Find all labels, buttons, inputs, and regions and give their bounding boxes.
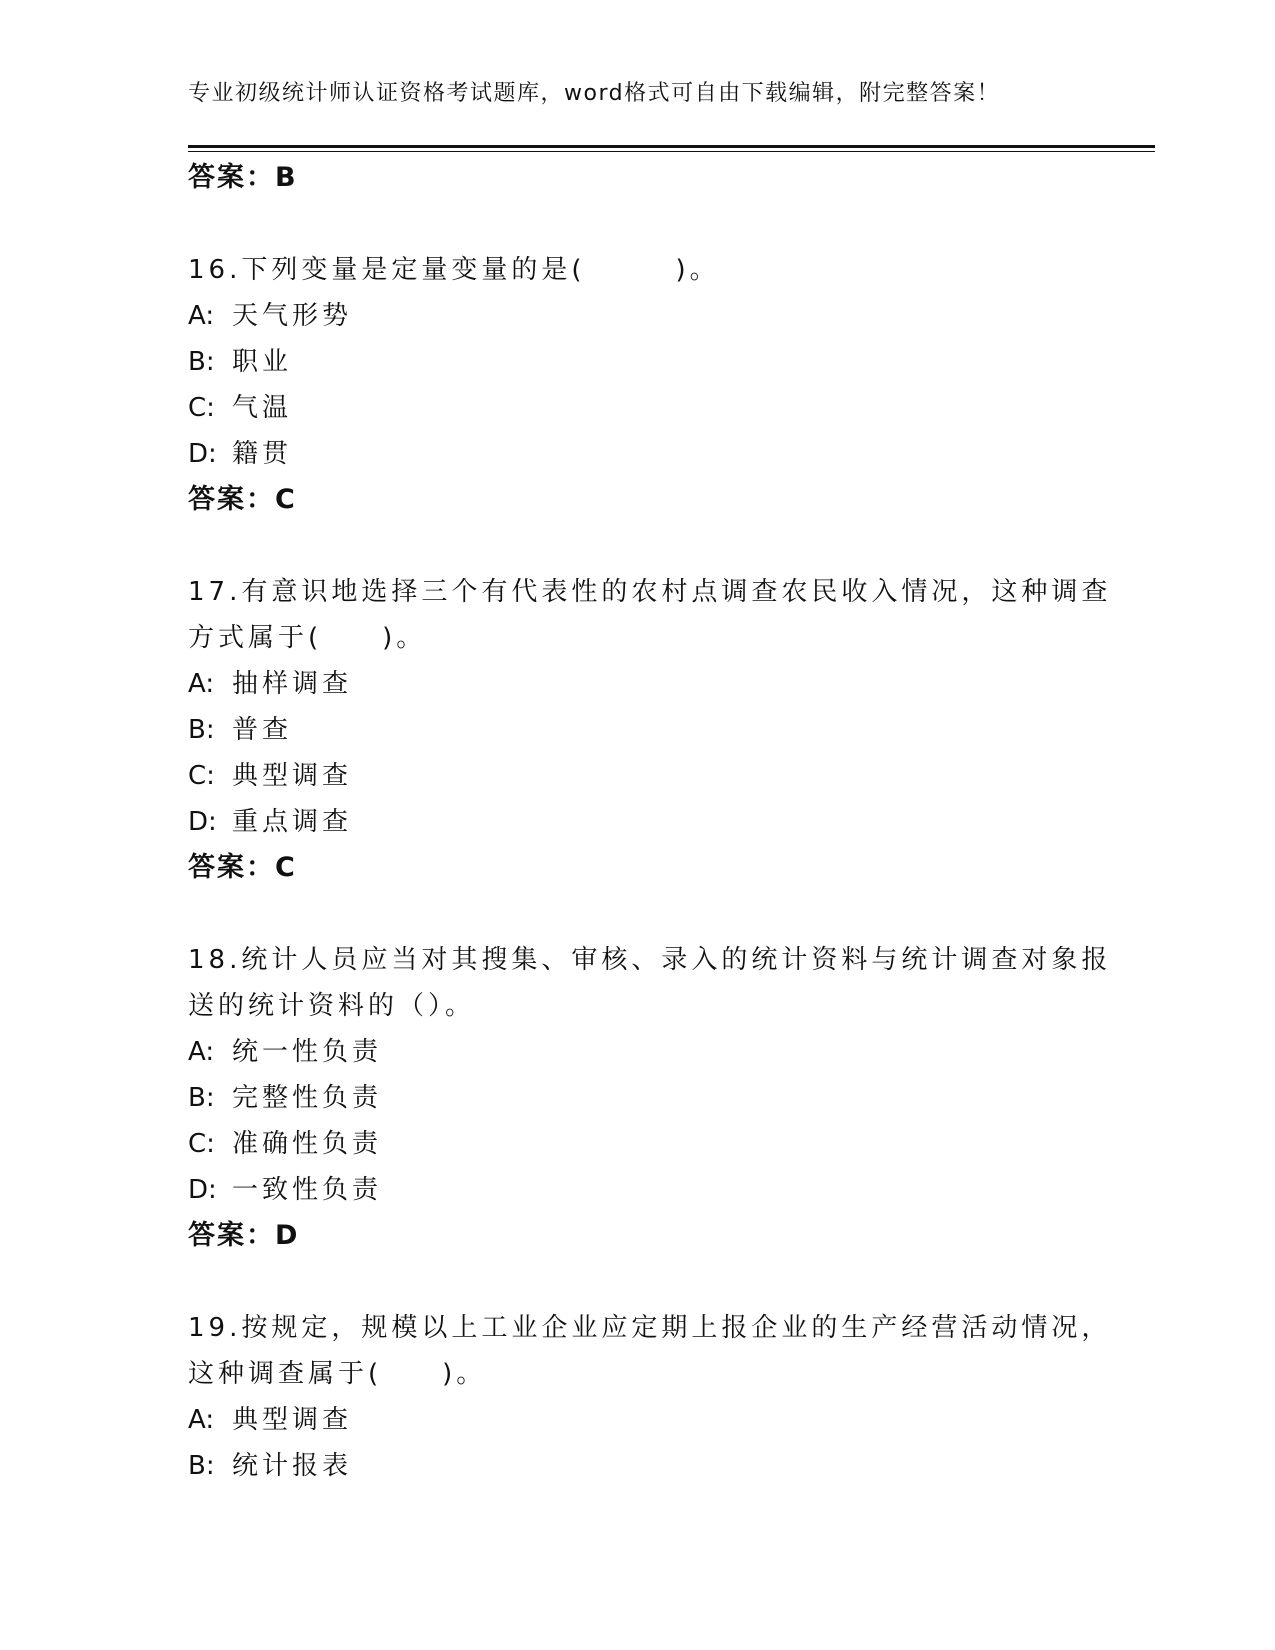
option-text: 统计报表 bbox=[232, 1451, 353, 1481]
option-b bbox=[188, 339, 1088, 385]
option-d bbox=[188, 1167, 1088, 1213]
question-18 bbox=[188, 937, 1112, 1259]
question-stem: 16.下列变量是定量变量的是( )。 bbox=[188, 255, 720, 285]
option-text: 重点调查 bbox=[232, 807, 353, 837]
option-key: D: bbox=[188, 439, 217, 469]
question-stem: 19.按规定，规模以上工业企业应定期上报企业的生产经营活动情况， bbox=[188, 1313, 1112, 1343]
question-stem: 18.统计人员应当对其搜集、审核、录入的统计资料与统计调查对象报 bbox=[188, 945, 1112, 975]
question-16 bbox=[188, 247, 1088, 523]
page-header: 专业初级统计师认证资格考试题库，word格式可自由下载编辑，附完整答案！ bbox=[188, 81, 1001, 106]
answer-line: 答案：D bbox=[188, 1220, 300, 1251]
option-a bbox=[188, 661, 1088, 707]
option-text: 典型调查 bbox=[232, 1405, 353, 1435]
option-a bbox=[188, 293, 1088, 339]
question-19 bbox=[188, 1305, 1112, 1489]
option-key: C: bbox=[188, 1129, 215, 1159]
option-key: A: bbox=[188, 1037, 215, 1067]
option-text: 完整性负责 bbox=[232, 1083, 383, 1113]
option-text: 典型调查 bbox=[232, 761, 353, 791]
spacer bbox=[188, 891, 1088, 937]
answer-line: 答案：C bbox=[188, 852, 297, 883]
spacer bbox=[188, 201, 1088, 247]
question-stem-continued: 送的统计资料的（）。 bbox=[188, 991, 476, 1021]
option-d bbox=[188, 799, 1088, 845]
option-key: D: bbox=[188, 807, 217, 837]
option-text: 普查 bbox=[232, 715, 293, 745]
option-key: B: bbox=[188, 1451, 215, 1481]
question-stem: 17.有意识地选择三个有代表性的农村点调查农民收入情况，这种调查 bbox=[188, 577, 1112, 607]
option-key: D: bbox=[188, 1175, 217, 1205]
option-a bbox=[188, 1397, 1088, 1443]
option-text: 统一性负责 bbox=[232, 1037, 383, 1067]
answer-line: 答案：C bbox=[188, 484, 297, 515]
option-a bbox=[188, 1029, 1088, 1075]
option-key: B: bbox=[188, 715, 215, 745]
header-rule-thin bbox=[188, 151, 1155, 152]
spacer bbox=[188, 523, 1088, 569]
option-text: 一致性负责 bbox=[232, 1175, 383, 1205]
option-text: 气温 bbox=[232, 393, 293, 423]
option-text: 天气形势 bbox=[232, 301, 353, 331]
option-text: 籍贯 bbox=[232, 439, 293, 469]
option-b bbox=[188, 1443, 1088, 1489]
answer-line: 答案：B bbox=[188, 162, 298, 193]
question-list bbox=[188, 155, 1112, 1489]
option-key: A: bbox=[188, 1405, 215, 1435]
option-key: B: bbox=[188, 1083, 215, 1113]
question-stem-continued: 方式属于( )。 bbox=[188, 623, 427, 653]
option-b bbox=[188, 707, 1088, 753]
option-key: B: bbox=[188, 347, 215, 377]
option-key: A: bbox=[188, 669, 215, 699]
option-key: A: bbox=[188, 301, 215, 331]
option-c bbox=[188, 753, 1088, 799]
option-b bbox=[188, 1075, 1088, 1121]
option-d bbox=[188, 431, 1088, 477]
option-text: 职业 bbox=[232, 347, 293, 377]
question-17 bbox=[188, 569, 1112, 891]
question-stem-continued: 这种调查属于( )。 bbox=[188, 1359, 487, 1389]
option-key: C: bbox=[188, 393, 215, 423]
option-text: 抽样调查 bbox=[232, 669, 353, 699]
spacer bbox=[188, 1259, 1088, 1305]
option-text: 准确性负责 bbox=[232, 1129, 383, 1159]
option-key: C: bbox=[188, 761, 215, 791]
header-rule-thick bbox=[188, 145, 1155, 148]
option-c bbox=[188, 1121, 1088, 1167]
option-c bbox=[188, 385, 1088, 431]
